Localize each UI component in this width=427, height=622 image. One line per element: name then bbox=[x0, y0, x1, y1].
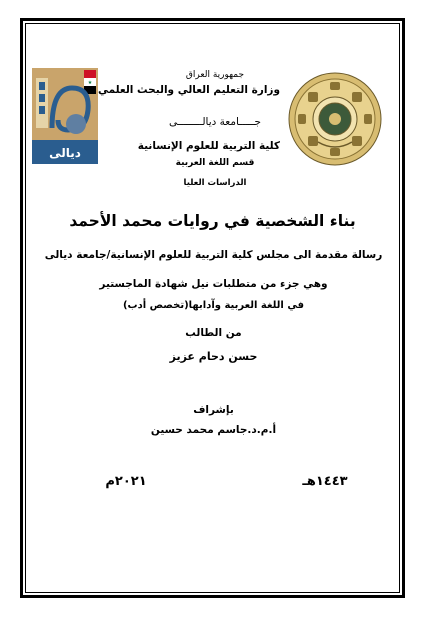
svg-text:★: ★ bbox=[87, 80, 93, 86]
university-name: جـــــامعة ديالــــــــى bbox=[168, 116, 262, 128]
degree-requirement-line: وهي جزء من متطلبات نيل شهادة الماجستير bbox=[99, 278, 328, 290]
university-logo-text: ديالى bbox=[49, 146, 81, 160]
ministry-name: وزارة التعليم العالي والبحث العلمي bbox=[97, 84, 280, 96]
college-name: كلية التربية للعلوم الإنسانية bbox=[137, 140, 280, 152]
from-student-label: من الطالب bbox=[185, 327, 242, 339]
college-seal-logo bbox=[288, 72, 382, 166]
supervision-label: بإشراف bbox=[193, 404, 234, 416]
submission-line: رسالة مقدمة الى مجلس كلية التربية للعلوم الإنسانية/جامعة ديالى bbox=[44, 249, 383, 261]
author-name: حسن دحام عزيز bbox=[169, 350, 258, 363]
graduate-studies-label: الدراسات العليا bbox=[183, 178, 247, 188]
hijri-year: ١٤٤٣هـ bbox=[302, 474, 348, 489]
country-name: جمهورية العراق bbox=[185, 70, 245, 80]
supervisor-name: أ.م.د.جاسم محمد حسين bbox=[150, 424, 277, 436]
gregorian-year: ٢٠٢١م bbox=[105, 474, 147, 489]
university-logo bbox=[32, 68, 98, 164]
thesis-title: بناء الشخصية في روايات محمد الأحمد bbox=[69, 212, 356, 230]
department-name: قسم اللغة العربية bbox=[175, 158, 255, 168]
specialization-line: في اللغة العربية وآدابها(تخصص أدب) bbox=[122, 300, 305, 311]
